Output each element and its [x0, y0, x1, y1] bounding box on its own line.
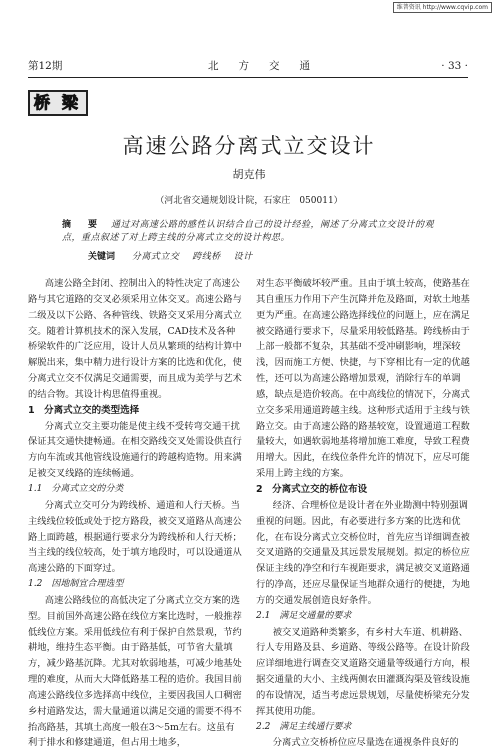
body-paragraph: 高速公路线位的高低决定了分离式立交方案的选型。目前国外高速公路在线位方案比选时，一般推荐低线位方案。采用低线位有利于保护自然景观，节约耕地，维持生态平衡。由于路基低，可节省大量填方，减少路基沉降。尤其对软弱地基，可减少地基处理的难度，从而大大降低路基工程的造价。我国目前高速公路线位多选择高中线位，主要因我国人口稠密乡村道路发达，需大量通道以满足交通的需要不得不抬高路基，其填土高度一般在3～5m左右。这虽有利于排水和修建通道，但占用土地多，: [28, 594, 242, 749]
left-column: [28, 276, 242, 751]
body-paragraph-continued: 对生态平衡破坏较严重。且由于填土较高，使路基在其自重压力作用下产生沉降并危及路面，对软土地基更为严重。在高速公路选择线位的问题上，应在满足被交路通行要求下，尽量采用较低路基。跨线桥由于上部一般都不复杂，其基础不受冲刷影响，埋深较浅，因而施工方便、快捷，与下穿相比有一定的优越性，还可以为高速公路增加景观，消除行车的单调感，缺点是造价较高。在中高线位的情况下，分离式立交多采用通道跨越主线。这种形式适用于主线与铁路立交。由于高速公路的路基较宽，设置通道工程数量较大，如遇软弱地基将增加施工难度，导致工程费用增大。因此，在线位条件允许的情况下，应尽可能采用上跨主线的方案。: [256, 278, 470, 480]
subsection-heading: 2.1 满足交通量的要求: [256, 610, 352, 621]
header-rule: [28, 77, 468, 78]
keyword: 设计: [233, 252, 253, 262]
article-title: 高速公路分离式立交设计: [122, 134, 376, 158]
abstract-block: [62, 219, 440, 245]
watermark-stamp: 维普资讯 http://www.cqvip.com: [393, 2, 492, 13]
author-name: 胡克伟: [232, 168, 266, 181]
body-paragraph: 分离式立交桥桥位应尽量选在通视条件良好的: [272, 737, 459, 749]
author-affiliation: （河北省交通规划设计院，石家庄 050011）: [155, 196, 343, 206]
keywords-label: 关键词: [88, 252, 116, 262]
abstract-label: 摘 要: [62, 220, 102, 230]
keyword: 跨线桥: [192, 252, 221, 262]
section-tag: [28, 90, 88, 116]
body-paragraph: 高速公路全封闭、控制出入的特性决定了高速公路与其它道路的交叉必须采用立体交叉。高速公路与二级及以下公路、各种管线、铁路交叉采用分离式立交。随着计算机技术的深入发展，CAD技术及各种桥梁软件的广泛应用，设计人员从繁琐的结构计算中解脱出来，集中精力进行设计方案的比选和优化，使分离式立交不仅满足交通需要，而且成为美学与艺术的结合物。其设计构思值得重视。: [28, 278, 242, 400]
running-header: [28, 57, 468, 75]
body-paragraph: 分离式立交可分为跨线桥、通道和人行天桥。当主线线位较低或处于挖方路段，被交叉道路从高速公路上面跨越，根据通行要求分为跨线桥和人行天桥；当主线的线位较高，处于填方地段时，可以设通道从高速公路的下面穿过。: [28, 499, 242, 575]
subsection-heading: 1.2 因地制宜合理选型: [28, 579, 124, 590]
section-tag-char-1: 桥: [34, 93, 51, 112]
abstract-text: 通过对高速公路的感性认识结合自己的设计经验，阐述了分离式立交设计的观点，重点叙述了对上跨主线的分离式立交的设计构思。: [62, 220, 435, 243]
body-paragraph: 分离式立交主要功能是使主线不受转弯交通干扰保证其交通快捷畅通。在相交路线交叉处需设供直行方向车流或其他管线设施通行的跨越构造物。用来满足被交叉线路的连续畅通。: [28, 420, 242, 480]
issue-number: 第12期: [28, 60, 63, 72]
section-heading: 1 分离式立交的类型选择: [28, 404, 140, 416]
keyword: 分离式立交: [131, 252, 180, 262]
body-paragraph: 被交叉道路种类繁多，有乡村大车道、机耕路、行人专用路及县、乡道路、等级公路等。在设计阶段应详细地进行调查交叉道路交通量等级通行方向，根据交通量的大小、主线两侧农田灌溉沟渠及管线设施的布设情况，适当考虑远景规划，尽量使桥梁充分发挥其使用功能。: [256, 626, 470, 717]
section-tag-char-2: 梁: [62, 93, 79, 112]
page-number: · 33 ·: [441, 60, 468, 72]
body-paragraph: 经济、合理桥位是设计者在外业勘测中特别强调重视的问题。因此，有必要进行多方案的比选和优化，在布设分离式立交桥位时，首先应当详细调查被交叉道路的交通量及其远景发展规划。拟定的桥位应保证主线的净空和行车视距要求，满足被交叉道路通行的净高，还应尽量保证当地群众通行的便捷，为地方的交通发展创造良好条件。: [256, 499, 470, 606]
journal-name: 北方交通: [208, 60, 330, 72]
keywords-block: [88, 251, 263, 264]
section-heading: 2 分离式立交的桥位布设: [256, 483, 368, 495]
subsection-heading: 2.2 满足主线通行要求: [256, 721, 352, 732]
subsection-heading: 1.1 分离式立交的分类: [28, 483, 124, 494]
right-column: [256, 276, 470, 751]
